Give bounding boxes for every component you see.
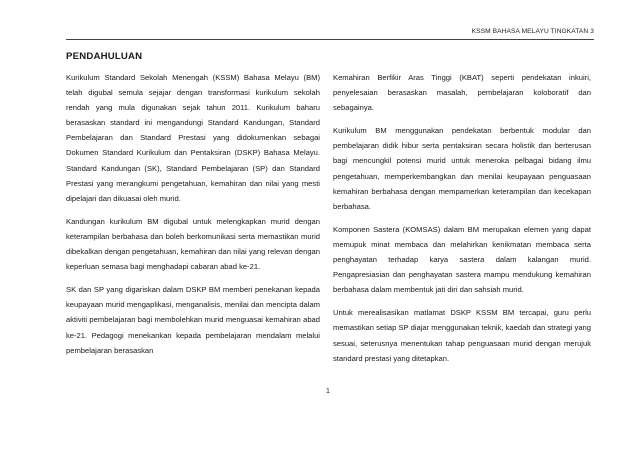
paragraph: Komponen Sastera (KOMSAS) dalam BM merupakan elemen yang dapat memupuk minat membaca dan melahirkan kenikmatan membaca serta penghayatan terhadap karya sastera dalam kalangan murid. Pengapresiasian dan penghayatan sastera mampu mendukung kemahiran berbahasa dalam membentuk jati diri dan sahsiah murid. <box>333 224 591 295</box>
section-title: PENDAHULUAN <box>66 51 143 62</box>
paragraph: Untuk merealisasikan matlamat DSKP KSSM BM tercapai, guru perlu memastikan setiap SP diajar menggunakan teknik, kaedah dan strategi yang sesuai, seterusnya menentukan tahap penguasaan murid dengan merujuk standard prestasi yang ditetapkan. <box>333 308 591 363</box>
header-rule <box>66 39 594 40</box>
paragraph: Kandungan kurikulum BM digubal untuk melengkapkan murid dengan keterampilan berbahasa dan boleh berkomunikasi serta memastikan murid dibekalkan dengan pengetahuan, kemahiran dan nilai yang relevan dengan keperluan semasa bagi menghadapi cabaran abad ke-21. <box>66 216 320 272</box>
running-header: KSSM BAHASA MELAYU TINGKATAN 3 <box>471 28 594 35</box>
paragraph: Kurikulum BM menggunakan pendekatan berbentuk modular dan pembelajaran didik hibur serta pentaksiran secara holistik dan berterusan bagi mencungkil potensi murid untuk meneroka pelbagai bidang ilmu pengetahuan, memperkembangkan dan menilai keupayaan penguasaan kemahiran berbahasa dengan mempamerkan keterampilan dan kecekapan berbahasa. <box>333 126 591 211</box>
paragraph: SK dan SP yang digariskan dalam DSKP BM memberi penekanan kepada keupayaan murid mengaplikasi, menganalisis, menilai dan mencipta dalam aktiviti pembelajaran bagi membolehkan murid menguasai kemahiran abad ke-21. Pedagogi menekankan kepada pembelajaran mendalam melalui pembelajaran berasaskan <box>66 285 320 355</box>
paragraph: Kurikulum Standard Sekolah Menengah (KSSM) Bahasa Melayu (BM) telah digubal semula sejajar dengan transformasi kurikulum sekolah rendah yang mula digunakan sejak tahun 2011. Kurikulum baharu berasaskan standard ini mengandungi Standard Kandungan, Standard Pembelajaran dan Standard Prestasi yang didokumenkan sebagai Dokumen Standard Kurikulum dan Pentaksiran (DSKP) Bahasa Melayu. Standard Kandungan (SK), Standard Pembelajaran (SP) dan Standard Prestasi yang merangkumi pengetahuan, kemahiran dan nilai yang mesti dipelajari dan dikuasai oleh murid. <box>66 73 320 203</box>
left-column <box>66 70 320 366</box>
right-column <box>333 70 591 374</box>
paragraph: Kemahiran Berfikir Aras Tinggi (KBAT) seperti pendekatan inkuiri, penyelesaian berasaskan masalah, pembelajaran koloboratif dan sebagainya. <box>333 73 591 113</box>
page-number: 1 <box>326 388 330 395</box>
